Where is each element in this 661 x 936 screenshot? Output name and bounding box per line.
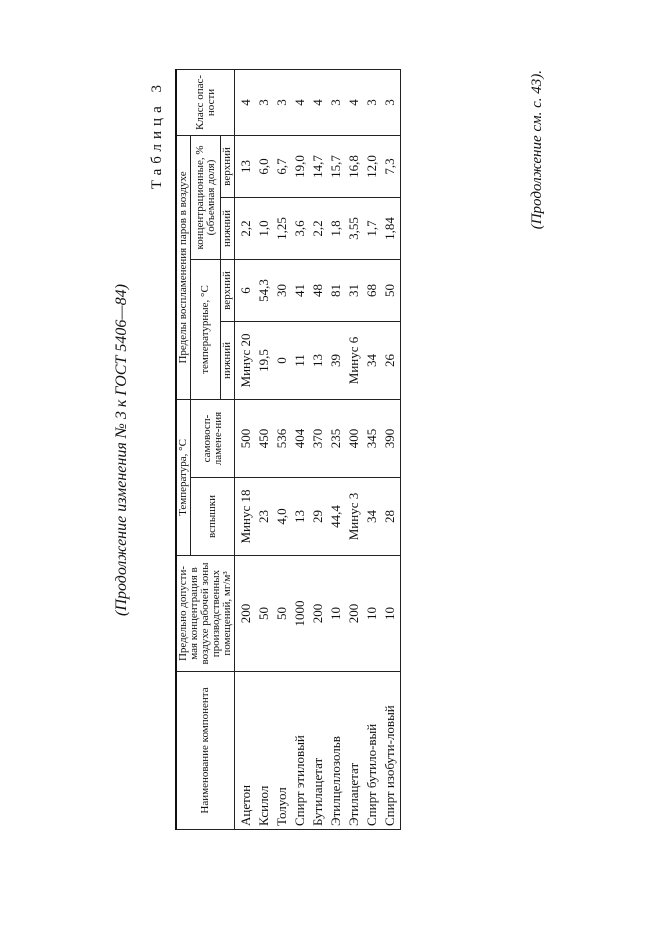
header-name: Наименование компонента <box>176 672 235 830</box>
table-row <box>382 69 401 829</box>
cell-temp-lower: 26 <box>382 321 401 399</box>
cell-conc-lower: 1,7 <box>364 197 382 259</box>
cell-conc-lower: 1,0 <box>256 197 274 259</box>
header-temperature: Температура, °С <box>176 399 191 555</box>
cell-temp-upper: 50 <box>382 259 401 321</box>
cell-name: Этилцеллозольв <box>328 672 346 830</box>
cell-flash: 29 <box>310 478 328 556</box>
cell-autoignition: 536 <box>274 399 292 477</box>
cell-pdk: 1000 <box>292 556 310 672</box>
cell-hazard-class: 3 <box>364 69 382 135</box>
cell-flash: Минус 3 <box>346 478 364 556</box>
header-limits: Пределы воспламенения паров в воздухе <box>176 135 191 399</box>
table-row <box>256 69 274 829</box>
cell-name: Толуол <box>274 672 292 830</box>
cell-pdk: 50 <box>274 556 292 672</box>
cell-name: Спирт этиловый <box>292 672 310 830</box>
cell-conc-lower: 3,55 <box>346 197 364 259</box>
cell-autoignition: 370 <box>310 399 328 477</box>
cell-hazard-class: 3 <box>274 69 292 135</box>
table-row <box>310 69 328 829</box>
table-label: Таблица 3 <box>149 80 165 190</box>
cell-hazard-class: 4 <box>310 69 328 135</box>
header-pdk: Предельно допусти-мая концентрация в воздухе рабочей зоны производственных помещений, мг/м³ <box>176 556 235 672</box>
cell-temp-upper: 6 <box>235 259 257 321</box>
cell-temp-upper: 54,3 <box>256 259 274 321</box>
cell-conc-lower: 1,25 <box>274 197 292 259</box>
cell-conc-upper: 14,7 <box>310 135 328 197</box>
cell-pdk: 10 <box>328 556 346 672</box>
table-row <box>328 69 346 829</box>
cell-name: Спирт бутило-вый <box>364 672 382 830</box>
cell-name: Ацетон <box>235 672 257 830</box>
footer-note: (Продолжение см. с. 43). <box>529 70 545 230</box>
cell-temp-upper: 30 <box>274 259 292 321</box>
cell-conc-upper: 13 <box>235 135 257 197</box>
cell-pdk: 50 <box>256 556 274 672</box>
cell-conc-lower: 3,6 <box>292 197 310 259</box>
cell-conc-upper: 12,0 <box>364 135 382 197</box>
table-row <box>292 69 310 829</box>
cell-conc-upper: 6,7 <box>274 135 292 197</box>
cell-temp-lower: Минус 6 <box>346 321 364 399</box>
header-note: (Продолжение изменения № 3 к ГОСТ 5406—84) <box>113 284 130 616</box>
cell-temp-upper: 41 <box>292 259 310 321</box>
cell-hazard-class: 3 <box>382 69 401 135</box>
header-hazard-class: Класс опас-ности <box>176 69 235 135</box>
cell-temp-lower: 19,5 <box>256 321 274 399</box>
cell-name: Ксилол <box>256 672 274 830</box>
cell-temp-lower: Минус 20 <box>235 321 257 399</box>
cell-pdk: 10 <box>364 556 382 672</box>
cell-conc-lower: 2,2 <box>235 197 257 259</box>
cell-conc-lower: 2,2 <box>310 197 328 259</box>
cell-temp-upper: 48 <box>310 259 328 321</box>
cell-pdk: 200 <box>310 556 328 672</box>
cell-hazard-class: 3 <box>256 69 274 135</box>
cell-temp-lower: 13 <box>310 321 328 399</box>
cell-temp-upper: 68 <box>364 259 382 321</box>
cell-conc-lower: 1,8 <box>328 197 346 259</box>
header-flash: вспышки <box>191 478 235 556</box>
cell-flash: 28 <box>382 478 401 556</box>
table-row <box>364 69 382 829</box>
cell-flash: Минус 18 <box>235 478 257 556</box>
cell-flash: 23 <box>256 478 274 556</box>
header-temp-limits: температурные, °С <box>191 259 221 399</box>
header-temp-lower: нижний <box>221 321 235 399</box>
cell-conc-upper: 7,3 <box>382 135 401 197</box>
cell-temp-upper: 31 <box>346 259 364 321</box>
cell-hazard-class: 4 <box>346 69 364 135</box>
table-row <box>235 69 257 829</box>
cell-autoignition: 345 <box>364 399 382 477</box>
header-temp-upper: верхний <box>221 259 235 321</box>
cell-pdk: 200 <box>235 556 257 672</box>
properties-table <box>175 69 401 830</box>
cell-flash: 13 <box>292 478 310 556</box>
cell-name: Этилацетат <box>346 672 364 830</box>
cell-hazard-class: 3 <box>328 69 346 135</box>
cell-flash: 34 <box>364 478 382 556</box>
cell-autoignition: 235 <box>328 399 346 477</box>
cell-name: Бутилацетат <box>310 672 328 830</box>
cell-conc-upper: 6,0 <box>256 135 274 197</box>
cell-conc-upper: 19,0 <box>292 135 310 197</box>
cell-temp-lower: 11 <box>292 321 310 399</box>
cell-pdk: 200 <box>346 556 364 672</box>
cell-autoignition: 390 <box>382 399 401 477</box>
header-conc-lower: нижний <box>221 197 235 259</box>
header-conc-limits: концентрационные, % (объемная доля) <box>191 135 221 259</box>
cell-hazard-class: 4 <box>292 69 310 135</box>
cell-autoignition: 400 <box>346 399 364 477</box>
header-conc-upper: верхний <box>221 135 235 197</box>
table-row <box>346 69 364 829</box>
cell-autoignition: 404 <box>292 399 310 477</box>
cell-conc-upper: 16,8 <box>346 135 364 197</box>
rotated-content <box>113 70 553 830</box>
header-autoignition: самовосп-ламене-ния <box>191 399 235 477</box>
cell-temp-lower: 0 <box>274 321 292 399</box>
cell-flash: 4,0 <box>274 478 292 556</box>
cell-autoignition: 500 <box>235 399 257 477</box>
cell-temp-lower: 39 <box>328 321 346 399</box>
cell-pdk: 10 <box>382 556 401 672</box>
cell-temp-upper: 81 <box>328 259 346 321</box>
cell-conc-upper: 15,7 <box>328 135 346 197</box>
cell-hazard-class: 4 <box>235 69 257 135</box>
cell-autoignition: 450 <box>256 399 274 477</box>
table-row <box>274 69 292 829</box>
cell-conc-lower: 1,84 <box>382 197 401 259</box>
cell-temp-lower: 34 <box>364 321 382 399</box>
cell-name: Спирт изобути-ловый <box>382 672 401 830</box>
cell-flash: 44,4 <box>328 478 346 556</box>
